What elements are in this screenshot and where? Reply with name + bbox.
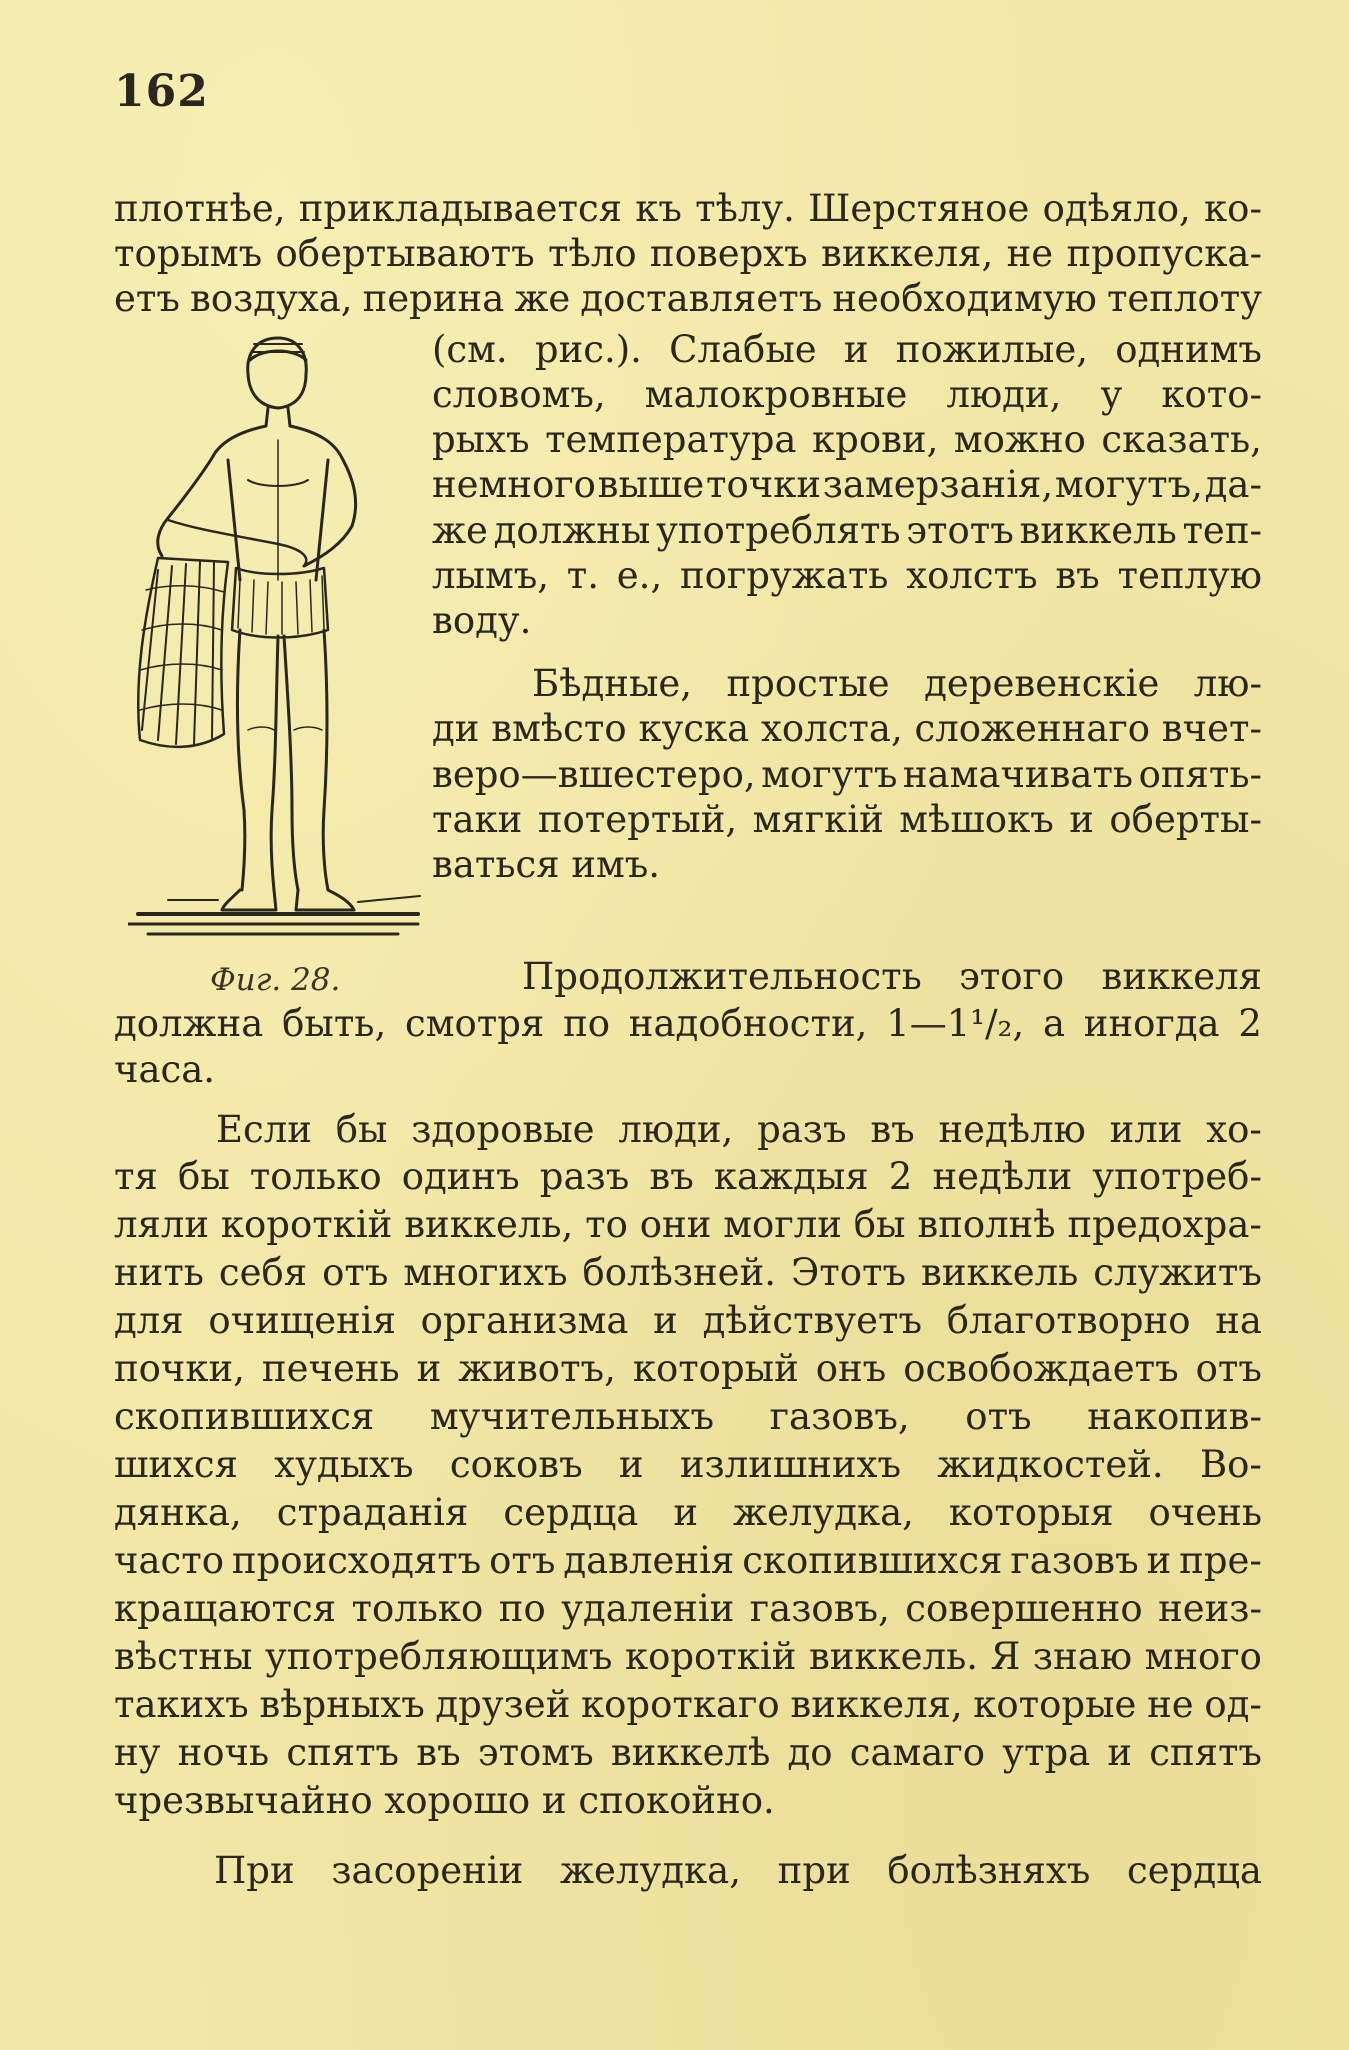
- word: отъ: [322, 1251, 389, 1294]
- word: Во-: [1199, 1443, 1262, 1486]
- word: очень: [1148, 1491, 1262, 1534]
- word: употреб-: [1092, 1155, 1262, 1198]
- word: Если: [216, 1108, 312, 1151]
- text-line: [114, 1155, 1262, 1198]
- word: у: [1100, 373, 1123, 416]
- word: утра: [1002, 1731, 1091, 1774]
- word: деревенскіе: [924, 662, 1160, 705]
- word: обертываютъ: [275, 232, 535, 275]
- word: многихъ: [403, 1251, 568, 1294]
- word: разъ: [757, 1108, 847, 1151]
- word: смотря: [405, 1002, 545, 1045]
- page-number: 162: [114, 66, 209, 117]
- word: хо-: [1206, 1108, 1262, 1151]
- word: друзей: [435, 1683, 571, 1726]
- word: од-: [1204, 1683, 1262, 1726]
- word: болѣзняхъ: [887, 1849, 1091, 1892]
- word: можно: [953, 418, 1086, 461]
- word: сложеннаго: [914, 707, 1150, 750]
- word: освобождаетъ: [903, 1347, 1179, 1390]
- word: нить: [114, 1251, 204, 1294]
- word: соковъ: [449, 1443, 583, 1486]
- word: оберты-: [1109, 798, 1262, 841]
- text-line: [432, 798, 1262, 841]
- text-line: [532, 662, 1262, 705]
- word: часто: [114, 1539, 224, 1582]
- text-line: [114, 1203, 1262, 1246]
- word: т.: [566, 554, 600, 597]
- word: ди: [432, 707, 480, 750]
- word: могутъ,: [1054, 463, 1203, 506]
- word: скопившихся: [114, 1395, 375, 1438]
- word: знаю: [1032, 1635, 1133, 1678]
- word: онъ: [815, 1347, 887, 1390]
- word: недѣлю: [938, 1108, 1086, 1151]
- word: по: [498, 1587, 546, 1630]
- word: а: [1042, 1002, 1065, 1045]
- text-line: часа.: [114, 1048, 216, 1091]
- word: животъ,: [458, 1347, 616, 1390]
- word: бы: [335, 1108, 388, 1151]
- word: тя: [114, 1155, 158, 1198]
- word: етъ: [114, 277, 180, 320]
- text-line: [216, 1108, 1262, 1151]
- word: предохра-: [1067, 1203, 1262, 1246]
- text-line: [114, 1587, 1262, 1630]
- word: словомъ,: [432, 373, 606, 416]
- word: вчет-: [1161, 707, 1262, 750]
- word: страданія: [276, 1491, 469, 1534]
- text-line: [432, 373, 1262, 416]
- word: куска: [638, 707, 750, 750]
- text-line: [114, 1731, 1262, 1774]
- text-line: [432, 418, 1262, 461]
- word: веро—вшестеро,: [432, 753, 756, 796]
- word: благотворно: [946, 1299, 1191, 1342]
- word: виккелѣ: [610, 1731, 771, 1774]
- word: много: [1144, 1635, 1262, 1678]
- word: сказать,: [1101, 418, 1262, 461]
- word: 1—1¹/₂,: [886, 1002, 1025, 1045]
- text-line: [114, 1443, 1262, 1486]
- word: не: [1147, 1683, 1194, 1726]
- word: необходимую: [832, 277, 1097, 320]
- word: отъ: [489, 1539, 556, 1582]
- word: потертый,: [537, 798, 738, 841]
- word: виккель.: [808, 1635, 978, 1678]
- word: очищенія: [208, 1299, 396, 1342]
- word: газовъ: [1010, 1539, 1139, 1582]
- text-line: [114, 277, 1262, 320]
- word: почки,: [114, 1347, 245, 1390]
- word: прикладывается: [298, 187, 623, 230]
- word: перина: [362, 277, 505, 320]
- word: и: [416, 1347, 442, 1390]
- word: на: [1215, 1299, 1262, 1342]
- word: теплую: [1117, 554, 1262, 597]
- text-line: [114, 232, 1262, 275]
- word: таки: [432, 798, 523, 841]
- word: виккеля,: [790, 1683, 963, 1726]
- word: виккеля: [1101, 955, 1262, 998]
- word: которые: [973, 1683, 1137, 1726]
- word: 2: [1238, 1002, 1262, 1045]
- word: теплоту: [1106, 277, 1262, 320]
- word: рис.).: [534, 328, 642, 371]
- word: самаго: [849, 1731, 986, 1774]
- figure-caption: Фиг. 28.: [210, 962, 341, 998]
- word: иногда: [1083, 1002, 1220, 1045]
- word: происходятъ: [231, 1539, 482, 1582]
- word: и: [1107, 1731, 1133, 1774]
- word: совершенно: [905, 1587, 1143, 1630]
- word: употребляющимъ: [264, 1635, 613, 1678]
- text-line: ваться имъ.: [432, 843, 661, 886]
- word: разъ: [539, 1155, 630, 1198]
- word: тѣлу.: [695, 187, 795, 230]
- word: спятъ: [1149, 1731, 1262, 1774]
- word: поверхъ: [649, 232, 808, 275]
- word: газовъ,: [769, 1395, 910, 1438]
- word: и: [843, 328, 869, 371]
- word: быть,: [282, 1002, 387, 1045]
- word: отъ: [1195, 1347, 1262, 1390]
- word: который: [632, 1347, 799, 1390]
- word: должны: [493, 509, 651, 552]
- word: и: [618, 1443, 644, 1486]
- word: виккель,: [404, 1203, 574, 1246]
- word: только: [249, 1155, 382, 1198]
- word: для: [114, 1299, 184, 1342]
- word: могутъ: [761, 753, 898, 796]
- text-line: [114, 1683, 1262, 1726]
- word: опять-: [1138, 753, 1262, 796]
- word: не: [1006, 232, 1054, 275]
- word: при: [777, 1849, 851, 1892]
- text-line: [114, 1251, 1262, 1294]
- word: лю-: [1193, 662, 1262, 705]
- word: то: [585, 1203, 628, 1246]
- word: засореніи: [331, 1849, 524, 1892]
- text-line: [432, 463, 1262, 506]
- word: плотнѣе,: [114, 187, 286, 230]
- word: ночь: [177, 1731, 270, 1774]
- word: виккеля,: [821, 232, 994, 275]
- word: мѣшокъ: [899, 798, 1054, 841]
- word: такихъ: [114, 1683, 249, 1726]
- word: или: [1109, 1108, 1183, 1151]
- word: виккель: [920, 1251, 1079, 1294]
- word: Продолжительность: [522, 955, 922, 998]
- word: отъ: [965, 1395, 1032, 1438]
- word: воздуха,: [190, 277, 353, 320]
- word: При: [214, 1849, 295, 1892]
- text-line: воду.: [432, 599, 532, 642]
- word: (см.: [432, 328, 508, 371]
- word: сердца: [1127, 1849, 1262, 1892]
- word: пожилые,: [895, 328, 1089, 371]
- word: ну: [114, 1731, 161, 1774]
- word: и: [1146, 1539, 1172, 1582]
- word: желудка,: [560, 1849, 741, 1892]
- text-line: [114, 1539, 1262, 1582]
- text-line: [114, 1347, 1262, 1390]
- word: себя: [218, 1251, 308, 1294]
- word: этотъ: [906, 509, 1014, 552]
- word: Шерстяное: [808, 187, 1030, 230]
- man-wrapping-in-sheet-icon: [128, 330, 428, 945]
- word: удаленіи: [561, 1587, 735, 1630]
- word: теп-: [1182, 509, 1262, 552]
- word: температура: [545, 418, 797, 461]
- word: вѣрныхъ: [259, 1683, 425, 1726]
- word: е.,: [616, 554, 663, 597]
- word: короткій: [624, 1635, 797, 1678]
- word: люди,: [946, 373, 1062, 416]
- word: до: [787, 1731, 833, 1774]
- text-line: [114, 1002, 1262, 1045]
- word: которыя: [948, 1491, 1114, 1534]
- word: лымъ,: [432, 554, 550, 597]
- word: крови,: [812, 418, 939, 461]
- word: употреблять: [656, 509, 901, 552]
- word: торымъ: [114, 232, 263, 275]
- word: каждыя: [713, 1155, 869, 1198]
- word: вѣстны: [114, 1635, 253, 1678]
- word: должна: [114, 1002, 264, 1045]
- word: въ: [870, 1108, 915, 1151]
- word: ко-: [1204, 187, 1262, 230]
- word: замерзанія,: [822, 463, 1054, 506]
- word: виккель: [1019, 509, 1177, 552]
- word: жидкостей.: [937, 1443, 1164, 1486]
- word: здоровые: [411, 1108, 595, 1151]
- word: спятъ: [286, 1731, 400, 1774]
- word: короткій: [220, 1203, 393, 1246]
- word: къ: [635, 187, 682, 230]
- word: пропуска-: [1066, 232, 1262, 275]
- word: короткаго: [581, 1683, 780, 1726]
- word: одѣяло,: [1042, 187, 1191, 230]
- word: по: [563, 1002, 610, 1045]
- word: же: [514, 277, 571, 320]
- word: намачивать: [902, 753, 1134, 796]
- word: люди,: [618, 1108, 734, 1151]
- text-line: [432, 554, 1262, 597]
- word: надобности,: [628, 1002, 868, 1045]
- figure-28-illustration: [128, 330, 428, 945]
- word: дянка,: [114, 1491, 242, 1534]
- word: скопившихся: [742, 1539, 1003, 1582]
- word: излишнихъ: [679, 1443, 901, 1486]
- word: погружать: [679, 554, 889, 597]
- text-line: [432, 707, 1262, 750]
- word: 2: [888, 1155, 913, 1198]
- word: кращаются: [114, 1587, 337, 1630]
- word: давленія: [563, 1539, 735, 1582]
- word: холстъ: [906, 554, 1038, 597]
- word: вполнѣ: [917, 1203, 1056, 1246]
- word: и: [673, 1491, 698, 1534]
- word: печень: [261, 1347, 400, 1390]
- word: въ: [416, 1731, 461, 1774]
- text-line: [114, 1635, 1262, 1678]
- word: дѣйствуетъ: [702, 1299, 923, 1342]
- word: Я: [990, 1635, 1021, 1678]
- word: худыхъ: [274, 1443, 414, 1486]
- word: да-: [1204, 463, 1262, 506]
- word: рыхъ: [432, 418, 530, 461]
- word: пре-: [1179, 1539, 1262, 1582]
- word: однимъ: [1115, 328, 1262, 371]
- word: и: [1069, 798, 1094, 841]
- word: доставляетъ: [580, 277, 823, 320]
- word: мягкій: [752, 798, 884, 841]
- word: накопив-: [1087, 1395, 1262, 1438]
- word: этомъ: [477, 1731, 594, 1774]
- word: Этотъ: [790, 1251, 907, 1294]
- word: немного: [432, 463, 596, 506]
- word: Слабые: [669, 328, 817, 371]
- text-line: [432, 509, 1262, 552]
- text-line: [432, 753, 1262, 796]
- word: точки: [705, 463, 821, 506]
- text-line: [432, 328, 1262, 371]
- text-line: [522, 955, 1262, 998]
- text-line: [114, 187, 1262, 230]
- word: выше: [597, 463, 705, 506]
- word: малокровные: [644, 373, 908, 416]
- word: одинъ: [401, 1155, 520, 1198]
- word: Бѣдные,: [532, 662, 693, 705]
- word: и: [653, 1299, 678, 1342]
- word: тѣло: [548, 232, 637, 275]
- word: ляли: [114, 1203, 210, 1246]
- word: въ: [649, 1155, 694, 1198]
- word: бы: [177, 1155, 230, 1198]
- word: они: [639, 1203, 712, 1246]
- word: могли: [723, 1203, 842, 1246]
- word: только: [351, 1587, 484, 1630]
- word: кото-: [1161, 373, 1262, 416]
- text-line: [114, 1299, 1262, 1342]
- word: же: [432, 509, 488, 552]
- word: желудка,: [732, 1491, 914, 1534]
- word: сердца: [503, 1491, 639, 1534]
- word: газовъ,: [749, 1587, 890, 1630]
- word: вмѣсто: [491, 707, 627, 750]
- word: болѣзней.: [582, 1251, 776, 1294]
- word: въ: [1055, 554, 1100, 597]
- text-line: чрезвычайно хорошо и спокойно.: [114, 1779, 775, 1822]
- word: недѣли: [932, 1155, 1073, 1198]
- text-line: [114, 1491, 1262, 1534]
- word: бы: [853, 1203, 906, 1246]
- text-line: [114, 1395, 1262, 1438]
- text-line: [214, 1849, 1262, 1892]
- word: организма: [420, 1299, 629, 1342]
- word: мучительныхъ: [429, 1395, 715, 1438]
- word: холста,: [761, 707, 903, 750]
- word: шихся: [114, 1443, 238, 1486]
- word: служитъ: [1093, 1251, 1262, 1294]
- word: этого: [959, 955, 1065, 998]
- word: простые: [726, 662, 890, 705]
- word: неиз-: [1158, 1587, 1262, 1630]
